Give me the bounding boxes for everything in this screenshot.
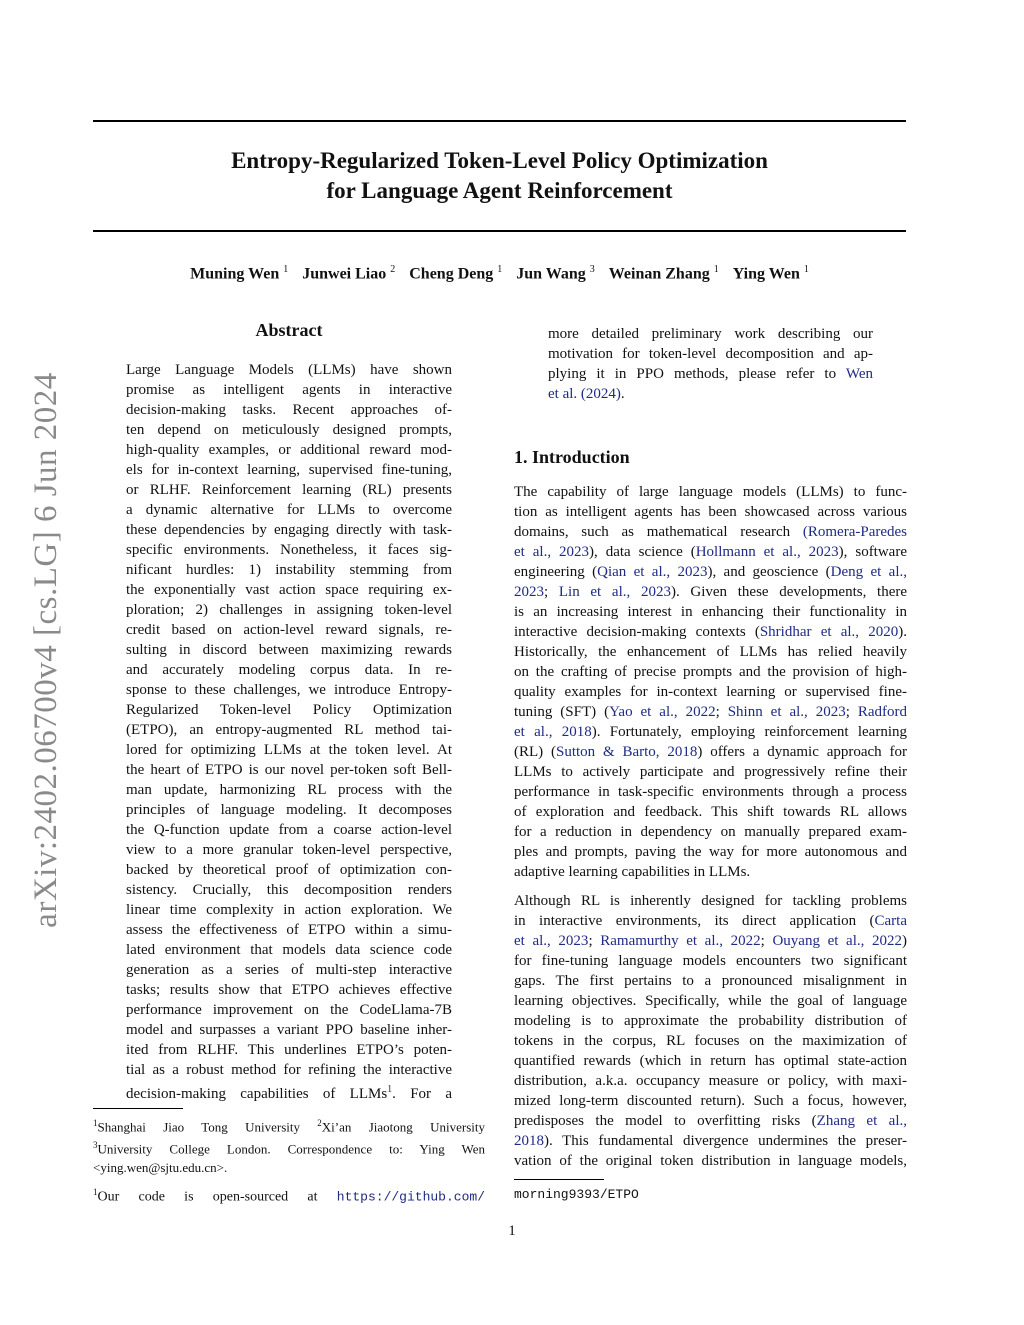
citation-link[interactable]: Shinn et al., 2023	[727, 704, 846, 720]
citation-link[interactable]: Ouyang et al., 2022	[772, 933, 903, 949]
citation-link[interactable]: Lin et al., 2023	[558, 584, 671, 600]
intro-paragraph-1: The capability of large language models (LLMs) to func- tion as intelligent agents has been showcased across various domains, such as mathematical research (Romera-Paredes et al., 2023), data science (Hollmann et al., 2023), software engineering (Qian et al., 2023), and geoscience (Deng et al., 2023; Lin et al., 2023). Given these developments, there is an increasing interest in enhancing their functionality in interactive decision-making contexts (Shridhar et al., 2020). Historically, the enhancement of LLMs has relied heavily on the crafting of precise prompts and the provision of high- quality examples for in-context learning or supervised fine- tuning (SFT) (Yao et al., 2022; Shinn et al., 2023; Radford et al., 2018). Fortunately, employing reinforcement learning (RL) (Sutton & Barto, 2018) offers a dynamic approach for LLMs to actively participate and progressively refine their performance in task-specific environments through a process of exploration and feedback. This shift towards RL allows for a reduction in dependency on manually prepared exam- ples and prompts, paving the way for more autonomous and adaptive learning capabilities in LLMs.	[514, 484, 908, 880]
citation-link[interactable]: Radford	[857, 704, 907, 720]
affiliations-footnote: $^1$Shanghai Jiao Tong University $^2$Xi’an Jiaotong University $^3$University College London. Correspondence to: Ying Wen <ying.wen@sjtu.edu.cn>.	[93, 1118, 485, 1175]
citation-link[interactable]: et al. (2024)	[548, 386, 621, 402]
author: Jun Wang $^3$	[516, 264, 595, 283]
citation-link[interactable]: Qian et al., 2023	[597, 564, 708, 580]
author: Ying Wen $^1$	[732, 264, 809, 283]
author: Muning Wen $^1$	[190, 264, 289, 283]
paper-title-line-2: for Language Agent Reinforcement	[326, 178, 673, 203]
citation-link[interactable]: Sutton & Barto, 2018	[555, 744, 698, 760]
github-url-link[interactable]: https://github.com/	[336, 1189, 485, 1205]
footnote-marker[interactable]: 1	[387, 1084, 393, 1095]
arxiv-identifier-stamp: arXiv:2402.06700v4 [cs.LG] 6 Jun 2024	[28, 372, 64, 928]
code-footnote: $^1$Our code is open-sourced at https://github.com/	[93, 1187, 485, 1205]
citation-link[interactable]: Wen	[845, 366, 873, 382]
title-rule-top	[93, 120, 906, 122]
citation-link[interactable]: et al., 2018	[514, 724, 592, 740]
abstract-continuation: more detailed preliminary work describing our motivation for token-level decomposition and ap- plying it in PPO methods, please refer to Wen et al. (2024).	[548, 326, 873, 402]
abstract-heading: Abstract	[255, 320, 323, 340]
abstract-body: Large Language Models (LLMs) have shown promise as intelligent agents in interactive decision-making tasks. Recent approaches of- ten depend on meticulously designed prompts, high-quality examples, or additional reward mod- els for in-context learning, supervised fine-tuning, or RLHF. Reinforcement learning (RL) presents a dynamic alternative for LLMs to overcome these dependencies by engaging directly with task- specific environments. Nonetheless, it faces sig- nificant hurdles: 1) instability stemming from the exponentially vast action space requiring ex- ploration; 2) challenges in assigning token-level credit based on action-level reward signals, re- sulting in discord between maximizing rewards and accurately modeling corpus data. In re- sponse to these challenges, we introduce Entropy- Regularized Token-level Policy Optimization (ETPO), an entropy-augmented RL method tai- lored for optimizing LLMs at the token level. At the heart of ETPO is our novel per-token soft Bell- man update, harmonizing RL process with the principles of language modeling. It decomposes the Q-function update from a coarse action-level view to a more granular token-level perspective, backed by theoretical proof of optimization con- sistency. Crucially, this decomposition renders linear time complexity in action exploration. We assess the effectiveness of ETPO within a simu- lated environment that models data science code generation as a series of multi-step interactive tasks; results show that ETPO achieves effective performance improvement on the CodeLlama-7B model and surpasses a variant PPO baseline inher- ited from RLHF. This underlines ETPO’s poten- tial as a robust method for refining the interactive decision-making capabilities of LLMs$^1$. For a	[126, 362, 453, 1102]
citation-link[interactable]: Yao et al., 2022	[609, 704, 716, 720]
citation-link[interactable]: Shridhar et al., 2020	[759, 624, 899, 640]
code-footnote-continuation	[514, 1185, 639, 1204]
citation-link[interactable]: Deng et al.,	[830, 564, 907, 580]
github-url-link[interactable]: morning9393/ETPO	[514, 1187, 639, 1202]
citation-link[interactable]: Carta	[874, 913, 907, 929]
citation-link[interactable]: Hollmann et al., 2023	[695, 544, 839, 560]
citation-link[interactable]: Ramamurthy et al., 2022	[600, 933, 761, 949]
citation-link[interactable]: (Romera-Paredes	[802, 524, 907, 540]
citation-link[interactable]: et al., 2023	[514, 544, 590, 560]
citation-link[interactable]: Zhang et al.,	[816, 1113, 907, 1129]
title-rule-bottom	[93, 230, 906, 232]
paper-title-line-1: Entropy-Regularized Token-Level Policy Optimization	[231, 148, 768, 173]
footnote-rule	[93, 1108, 183, 1109]
author: Junwei Liao $^2$	[302, 264, 396, 283]
citation-link[interactable]: et al., 2023	[514, 933, 589, 949]
citation-link[interactable]: 2023	[514, 584, 544, 600]
author-list	[93, 264, 906, 283]
section-heading-introduction: 1. Introduction	[514, 447, 630, 467]
page-number: 1	[508, 1223, 516, 1239]
author: Weinan Zhang $^1$	[608, 264, 719, 283]
author: Cheng Deng $^1$	[409, 264, 503, 283]
citation-link[interactable]: 2018	[514, 1133, 544, 1149]
footnote-rule	[514, 1179, 604, 1180]
intro-paragraph-2: Although RL is inherently designed for tackling problems in interactive environments, its direct application (Carta et al., 2023; Ramamurthy et al., 2022; Ouyang et al., 2022) for fine-tuning language models encounters two significant gaps. The first pertains to a pronounced misalignment in learning objectives. Specifically, while the goal of language modeling is to approximate the probability distribution of tokens in the corpus, RL focuses on the maximization of quantified rewards (which in return has optimal state-action distribution, a.k.a. occupancy measure or policy, with maxi- mized long-term discounted return). Such a focus, however, predisposes the model to overfitting risks (Zhang et al., 2018). This fundamental divergence undermines the preser- vation of the original token distribution in language models,	[514, 893, 908, 1169]
